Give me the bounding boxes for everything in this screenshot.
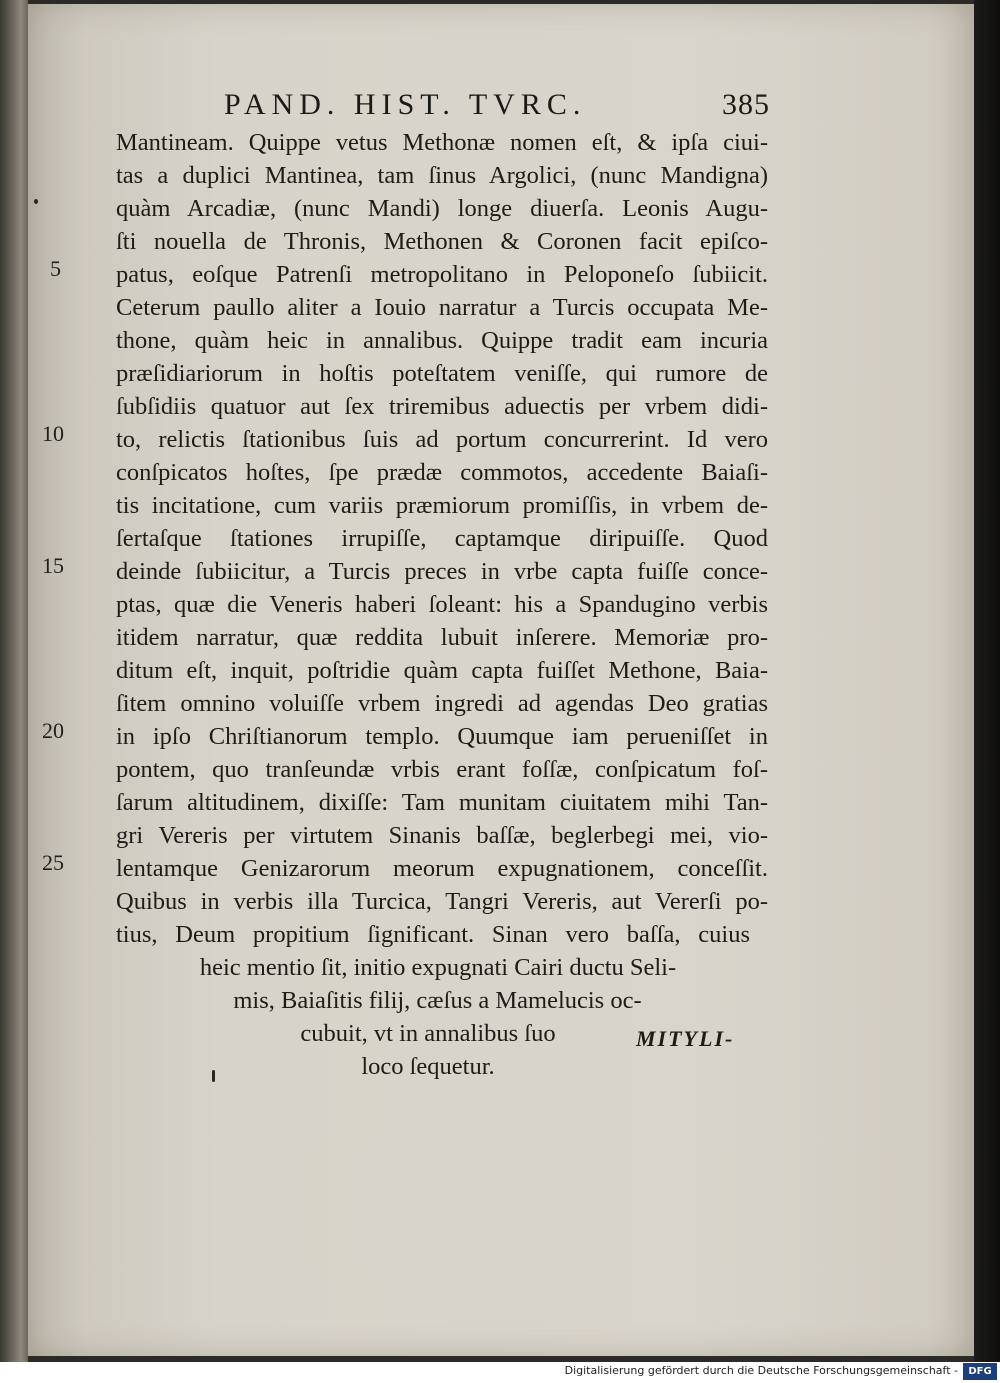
text-line: pontem, quo tranſeundæ vrbis erant foſſæ, conſpicatum foſ-	[116, 756, 768, 783]
page-paper	[28, 4, 974, 1356]
text-line: itidem narratur, quæ reddita lubuit inſerere. Memoriæ pro-	[116, 624, 768, 651]
text-line: ſarum altitudinem, dixiſſe: Tam munitam ciuitatem mihi Tan-	[116, 789, 768, 816]
funding-credit: Digitalisierung gefördert durch die Deutsche Forschungsgemeinschaft -	[564, 1364, 958, 1377]
line-number-10: 10	[42, 421, 64, 446]
digitization-footer	[0, 1362, 1000, 1383]
dfg-logo: DFG	[963, 1363, 997, 1380]
text-line: Mantineam. Quippe vetus Methonæ nomen eſt, & ipſa ciui-	[116, 129, 768, 156]
text-line: tis incitatione, cum variis præmiorum promiſſis, in vrbem de-	[116, 492, 768, 519]
text-line: Ceterum paullo aliter a Iouio narratur a Turcis occupata Me-	[116, 294, 768, 321]
text-line: cubuit, vt in annalibus ſuo	[300, 1020, 556, 1047]
line-number-5: 5	[50, 256, 61, 281]
text-line: in ipſo Chriſtianorum templo. Quumque iam perueniſſet in	[116, 723, 768, 750]
text-line: tas a duplici Mantinea, tam ſinus Argolici, (nunc Mandigna)	[116, 162, 768, 189]
text-line: gri Vereris per virtutem Sinanis baſſæ, beglerbegi mei, vio-	[116, 822, 768, 849]
line-number-20: 20	[42, 718, 64, 743]
ink-speck	[34, 199, 38, 204]
text-line: ſti nouella de Thronis, Methonen & Coronen facit epiſco-	[116, 228, 768, 255]
page-number: 385	[722, 88, 770, 121]
text-line: quàm Arcadiæ, (nunc Mandi) longe diuerſa. Leonis Augu-	[116, 195, 768, 222]
scan-background-edge	[974, 0, 1000, 1362]
book-binding-edge	[0, 0, 28, 1362]
text-line: præſidiariorum in hoſtis poteſtatem veniſſe, qui rumore de	[116, 360, 768, 387]
text-line: deinde ſubiicitur, a Turcis preces in vrbe capta fuiſſe conce-	[116, 558, 768, 585]
text-line: ſertaſque ſtationes irrupiſſe, captamque diripuiſſe. Quod	[116, 525, 768, 552]
line-number-15: 15	[42, 553, 64, 578]
text-line: ſubſidiis quatuor aut ſex triremibus aduectis per vrbem didi-	[116, 393, 768, 420]
ink-speck	[212, 1070, 215, 1082]
text-line: patus, eoſque Patrenſi metropolitano in Peloponeſo ſubiicit.	[116, 261, 768, 288]
text-line: to, relictis ſtationibus ſuis ad portum concurrerint. Id vero	[116, 426, 768, 453]
running-title: PAND. HIST. TVRC.	[224, 88, 587, 121]
text-line: heic mentio ſit, initio expugnati Cairi ductu Seli-	[199, 954, 677, 981]
page-header	[224, 88, 794, 128]
text-line: lentamque Genizarorum meorum expugnationem, conceſſit.	[116, 855, 768, 882]
text-line: loco ſequetur.	[361, 1053, 495, 1080]
text-line: ditum eſt, inquit, poſtridie quàm capta fuiſſet Methone, Baia-	[116, 657, 768, 684]
text-line: ſitem omnino voluiſſe vrbem ingredi ad agendas Deo gratias	[116, 690, 768, 717]
line-number-25: 25	[42, 850, 64, 875]
text-line: conſpicatos hoſtes, ſpe prædæ commotos, accedente Baiaſi-	[116, 459, 768, 486]
text-line: Quibus in verbis illa Turcica, Tangri Vereris, aut Vererſi po-	[116, 888, 768, 915]
text-line: mis, Baiaſitis filij, cæſus a Mamelucis oc-	[233, 987, 642, 1014]
catchword: MITYLI-	[636, 1026, 735, 1051]
text-line: thone, quàm heic in annalibus. Quippe tradit eam incuria	[116, 327, 768, 354]
text-line: tius, Deum propitium ſignificant. Sinan vero baſſa, cuius	[116, 921, 750, 948]
text-line: ptas, quæ die Veneris haberi ſoleant: his a Spandugino verbis	[116, 591, 768, 618]
